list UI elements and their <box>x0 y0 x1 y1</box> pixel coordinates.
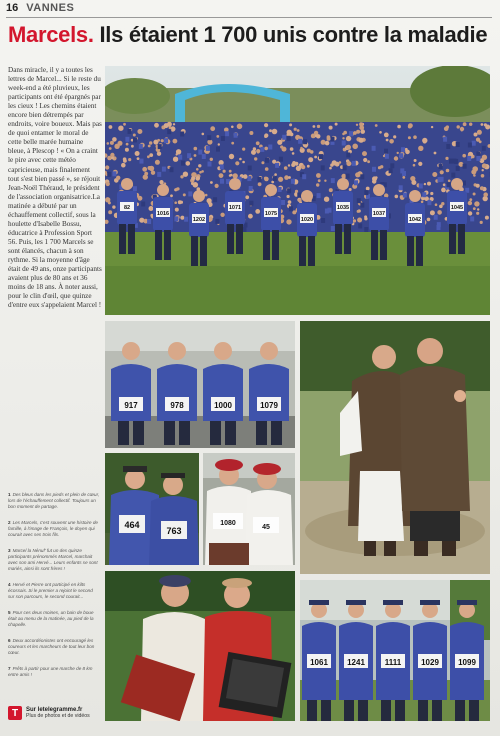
caption-item <box>8 638 100 656</box>
main-bib-number: 1202 <box>192 217 206 223</box>
caption-text: Deux accordéonistes ont encouragé les coureurs et les marcheurs de tout leur bon cœur. <box>8 638 95 655</box>
footer-site-link[interactable]: Sur letelegramme.fr <box>26 707 83 713</box>
headline-title: Ils étaient 1 700 unis contre la maladie <box>99 22 488 47</box>
main-bib-number: 1016 <box>156 211 170 217</box>
telegramme-logo-icon: T <box>8 706 22 720</box>
caption-item <box>8 582 100 600</box>
group-four-bib: 917 <box>124 401 138 410</box>
caption-number: 7 <box>8 666 11 671</box>
bottom-bib: 1241 <box>347 658 365 667</box>
main-bib-number: 1020 <box>300 217 314 223</box>
footer-promo[interactable] <box>8 704 102 722</box>
photo-monks <box>300 321 490 574</box>
bottom-bib: 1061 <box>310 658 328 667</box>
caption-item <box>8 492 100 510</box>
caption-number: 2 <box>8 520 11 525</box>
caption-list <box>8 492 100 688</box>
group-four-image <box>105 321 295 448</box>
main-bib-number: 1035 <box>336 205 350 211</box>
hats-image <box>105 453 199 565</box>
caption-text: Hervé et Pierre ont participé en kilts écossais. Si le premier a rejoint le second sur son parcours, le second courait... <box>8 582 93 599</box>
photo-group-four <box>105 321 295 448</box>
main-bib-number: 82 <box>123 205 131 211</box>
bottom-bib: 1099 <box>458 658 476 667</box>
headline-kicker: Marcels. <box>8 22 94 47</box>
caption-item <box>8 520 100 538</box>
section-name: VANNES <box>26 2 75 14</box>
bottom-bib: 1111 <box>384 658 402 667</box>
caption-text: Marcel la Nénuf' fut un des quinze participants prénommés Marcel, marchait avec son ami Hervé... Leurs enfants se sont mariés, ainsi ils sont frères ! <box>8 548 98 571</box>
article-body: Dans miracle, il y a toutes les lettres de Marcel... Si le reste du week-end a été pluvieux, les participants ont été épargnés par les cieux ! Les chemins étaient encore bien détrempés par endroits, voire boueux. Mais pas de quoi entamer le moral de cette belle marée humaine bleue, à Plescop ! « On a craint le pire avec cette météo capricieuse, mais finalement tout s'est bien passé », se réjouit Jean-Noël Théraud, le président de l'association organisatrice.La matinée a débuté par un échauffement collectif, sous la houlette d'Isabelle Bossu, éducatrice à Profession Sport 56. Puis, les 1 700 Marcels se sont élancés, chacun à son rythme. Si la moyenne d'âge était de 49 ans, onze participants avaient plus de 80 ans et 36 moins de 18 ans. À noter aussi, pour le clin d'œil, que quinze d'entre eux s'appelaient Marcel ! <box>8 66 102 310</box>
pirates-bib-2: 45 <box>262 524 270 531</box>
bottom-group-image <box>300 580 490 721</box>
caption-number: 1 <box>8 492 11 497</box>
main-bib-number: 1071 <box>228 205 242 211</box>
group-four-bib: 1000 <box>214 401 232 410</box>
caption-number: 5 <box>8 610 11 615</box>
pirates-image <box>203 453 295 565</box>
main-bib-number: 1037 <box>372 211 386 217</box>
photo-bottom-group <box>300 580 490 721</box>
caption-text: Pour ces deux moines, un bain de boue était au menu de la matinée, au pied de la chapelle. <box>8 610 94 627</box>
bottom-bib: 1029 <box>421 658 439 667</box>
hats-bib-1: 464 <box>124 520 140 530</box>
article-headline <box>8 22 496 48</box>
header-divider <box>6 17 492 18</box>
group-four-bib: 978 <box>170 401 184 410</box>
main-photo-image <box>105 66 490 315</box>
monks-image <box>300 321 490 574</box>
photo-hats <box>105 453 199 565</box>
caption-item <box>8 610 100 628</box>
photo-accordion <box>105 571 295 721</box>
page-number: 16 <box>6 2 19 14</box>
photo-pirates <box>203 453 295 565</box>
caption-text: Prêts à partir pour une marche de 8 km entre amis ! <box>8 666 93 677</box>
photo-main-crowd <box>105 66 490 315</box>
main-bib-number: 1075 <box>264 211 278 217</box>
caption-number: 3 <box>8 548 11 553</box>
caption-text: Les Marcels, c'est souvent une histoire de famille, à l'image de François, le doyen qui courait avec ses trois fils. <box>8 520 98 537</box>
group-four-bib: 1079 <box>260 401 278 410</box>
pirates-bib-1: 1080 <box>220 520 236 527</box>
caption-number: 6 <box>8 638 11 643</box>
main-bib-number: 1042 <box>408 217 422 223</box>
page-header <box>6 0 496 16</box>
caption-number: 4 <box>8 582 11 587</box>
footer-more-text: Plus de photos et de vidéos <box>26 713 90 719</box>
accordion-image <box>105 571 295 721</box>
main-bib-number: 1045 <box>450 205 464 211</box>
caption-text: Des bleus dans les pieds et plein de cœur, lors de l'échauffement collectif. Toujours un bon moment de partage. <box>8 492 100 509</box>
hats-bib-2: 763 <box>166 526 182 536</box>
caption-item <box>8 666 100 678</box>
caption-item <box>8 548 100 572</box>
